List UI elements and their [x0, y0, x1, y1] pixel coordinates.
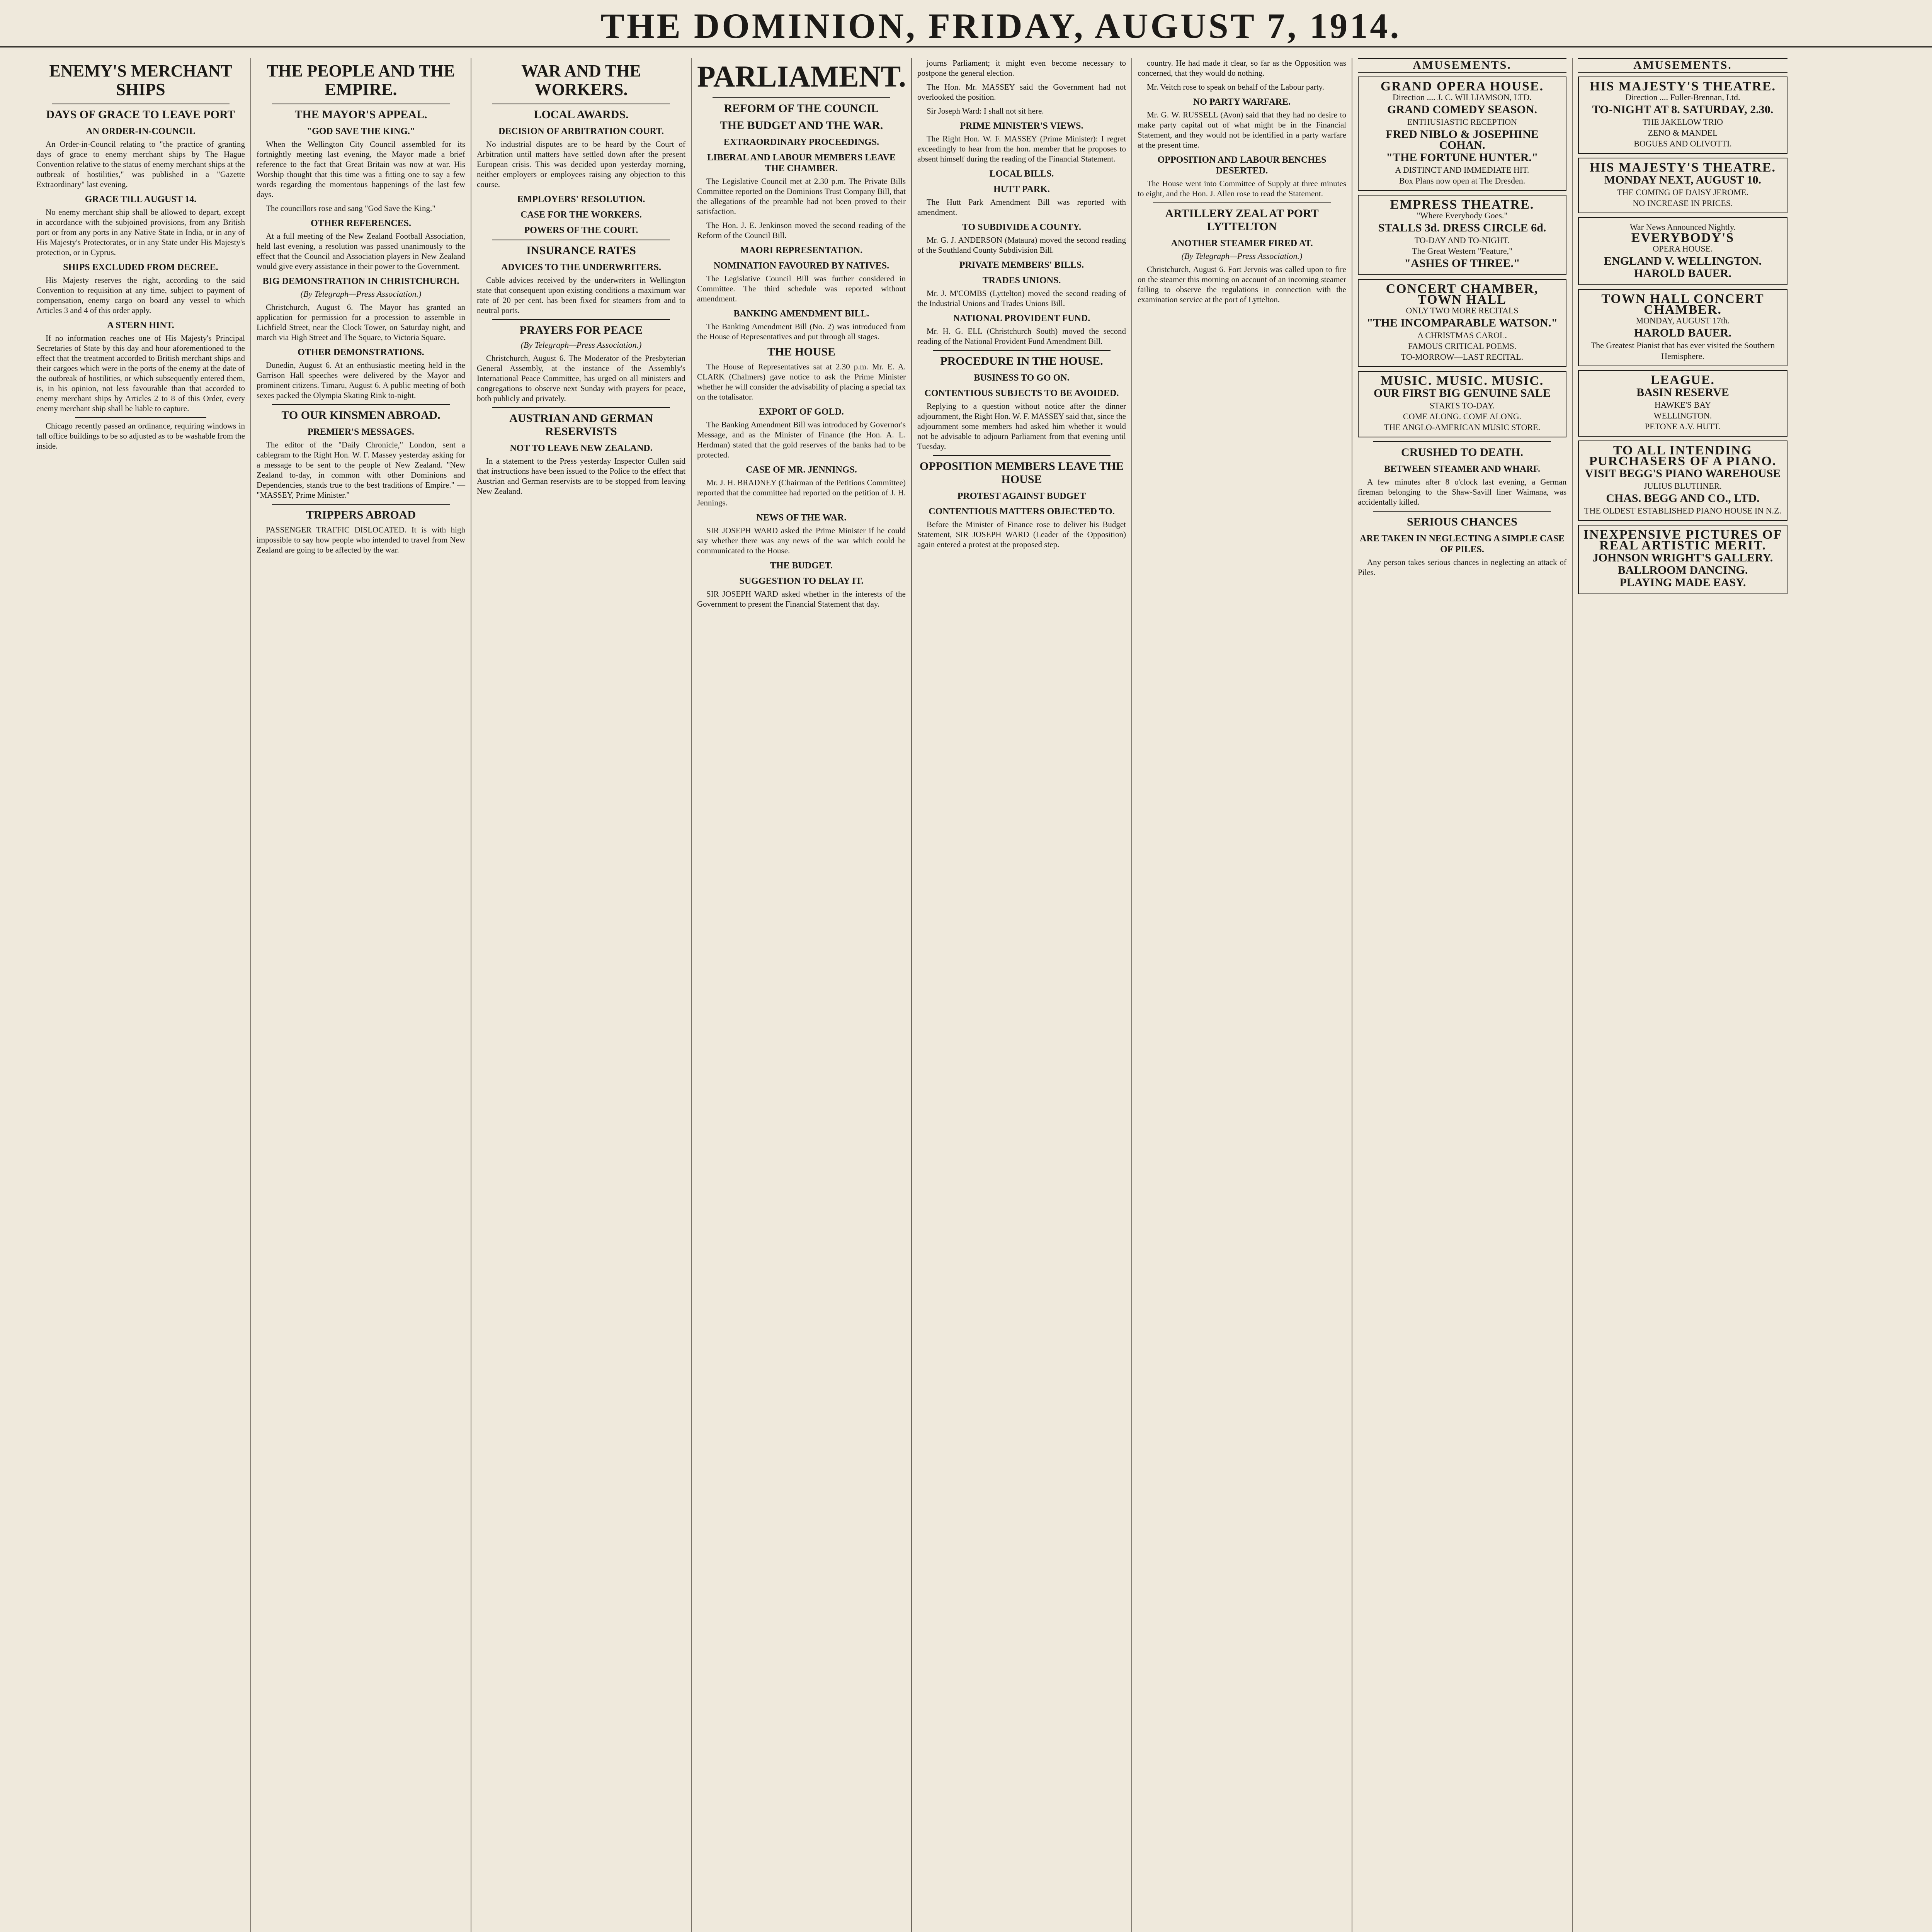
section-subhead: ARE TAKEN IN NEGLECTING A SIMPLE CASE OF PILES. — [1360, 534, 1565, 554]
paragraph: The editor of the "Daily Chronicle," London, sent a cablegram to the Right Hon. W. F. Massey yesterday asking for a message to be sent to the people of New Zealand. "New Zealand to-day, in common with other Dominions and Dependencies, stands true to the best traditions of Empire." — "MASSEY, Prime Minister." — [257, 440, 465, 500]
paragraph: No enemy merchant ship shall be allowed to depart, except in accordance with the subjoined provisions, from any British port or from any ports in any Native State in India, or in any of His Majesty's Protectorates, or in any State under His Majesty's protection, or in Cyprus. — [36, 207, 245, 257]
section-heading: NEWS OF THE WAR. — [756, 513, 847, 523]
section-subhead: A STERN HINT. — [107, 320, 174, 330]
ad-line: ENTHUSIASTIC RECEPTION — [1407, 117, 1517, 127]
byline: (By Telegraph—Press Association.) — [520, 340, 642, 350]
article-kicker: THE BUDGET AND THE WAR. — [719, 119, 883, 132]
section-subhead: ANOTHER STEAMER FIRED AT. — [1171, 238, 1313, 248]
paragraph: The House of Representatives sat at 2.30 p.m. Mr. E. A. CLARK (Chalmers) gave notice to ask the Prime Minister whether he will consider the advisability of placing a special tax on the totalisator. — [697, 362, 906, 401]
paragraph: If no information reaches one of His Majesty's Principal Secretaries of State by this day and hour aforementioned to the effect that the treatment accorded to British merchant ships and their cargoes which were in the ports of the enemy at the date of the outbreak of hostilities, or which subsequently entered them, is, in his opinion, not less favourable than that accorded to enemy merchant ships by Articles 2 to 8 of this Order, every enemy merchant ship shall be liable to capture. — [36, 333, 245, 413]
parliament-heading: PARLIAMENT. — [697, 60, 906, 93]
paragraph: A few minutes after 8 o'clock last evening, a German fireman belonging to the Shaw-Savill liner Waimana, was accidentally killed. — [1358, 477, 1566, 507]
ad-title: EMPRESS THEATRE. — [1390, 197, 1534, 212]
paragraph: SIR JOSEPH WARD asked whether in the interests of the Government to present the Financial Statement that day. — [697, 589, 906, 609]
ad-title: LEAGUE. — [1650, 373, 1715, 387]
ad-line: THE JAKELOW TRIO — [1642, 117, 1723, 127]
section-subhead: NOMINATION FAVOURED BY NATIVES. — [713, 261, 889, 271]
ad-line: FRED NIBLO & JOSEPHINE COHAN. — [1386, 128, 1539, 151]
section-heading: TO OUR KINSMEN ABROAD. — [281, 409, 440, 422]
section-heading: PRAYERS FOR PEACE — [519, 324, 643, 337]
section-subhead: SHIPS EXCLUDED FROM DECREE. — [63, 262, 218, 272]
ad-his-majestys-theatre — [1578, 77, 1787, 154]
section-subhead: HUTT PARK. — [993, 184, 1050, 194]
ad-line: HAROLD BAUER. — [1634, 327, 1731, 339]
ad-line: OUR FIRST BIG GENUINE SALE — [1374, 387, 1551, 400]
section-subhead: BUSINESS TO GO ON. — [974, 373, 1070, 383]
divider — [1373, 511, 1551, 512]
ad-line: STALLS 3d. DRESS CIRCLE 6d. — [1378, 221, 1546, 234]
paragraph: PASSENGER TRAFFIC DISLOCATED. It is with high impossible to say how people who intended to travel from New Zealand are going to be affected by the war. — [257, 525, 465, 554]
section-subhead: NOT TO LEAVE NEW ZEALAND. — [510, 443, 653, 453]
paragraph: The Hutt Park Amendment Bill was reported with amendment. — [917, 197, 1126, 217]
section-heading: OTHER REFERENCES. — [310, 218, 412, 228]
ad-town-hall — [1578, 289, 1787, 366]
section-heading: THE HOUSE — [767, 345, 835, 358]
column-7 — [1352, 58, 1573, 1932]
section-heading: MAORI REPRESENTATION. — [740, 245, 863, 255]
paragraph: Sir Joseph Ward: I shall not sit here. — [927, 106, 1044, 116]
article-kicker: DECISION OF ARBITRATION COURT. — [498, 126, 664, 136]
column-3 — [471, 58, 692, 1932]
ad-line: Direction .... J. C. WILLIAMSON, LTD. — [1393, 92, 1532, 102]
masthead-title: THE DOMINION, FRIDAY, AUGUST 7, 1914. — [600, 6, 1401, 46]
ad-title: GRAND OPERA HOUSE. — [1380, 79, 1544, 94]
column-1 — [31, 58, 251, 1932]
section-heading: CASE OF MR. JENNINGS. — [746, 465, 857, 475]
paragraph: Mr. J. M'COMBS (Lyttelton) moved the second reading of the Industrial Unions and Trades Unions Bill. — [917, 289, 1126, 308]
amusements-label: AMUSEMENTS. — [1578, 58, 1787, 73]
ad-grand-opera-house — [1358, 77, 1566, 191]
ad-line: BALLROOM DANCING. — [1617, 564, 1748, 577]
paragraph: Replying to a question without notice after the dinner adjournment, the Right Hon. W. F. MASSEY said that, since the adjournment some members had asked him whether it would not be advisable to adjourn Parliament from that evening until Tuesday. — [917, 401, 1126, 451]
ad-line: "THE FORTUNE HUNTER." — [1386, 151, 1538, 164]
paragraph: The councillors rose and sang "God Save the King." — [266, 204, 435, 213]
ad-line: JULIUS BLUTHNER. — [1644, 481, 1722, 491]
ad-line: MONDAY, AUGUST 17th. — [1636, 316, 1730, 325]
section-heading: TRIPPERS ABROAD — [306, 509, 416, 521]
ad-title: EVERYBODY'S — [1631, 231, 1735, 245]
ad-line: NO INCREASE IN PRICES. — [1633, 198, 1733, 208]
section-subhead: NO PARTY WARFARE. — [1193, 97, 1291, 107]
ad-line: GRAND COMEDY SEASON. — [1387, 103, 1537, 116]
ad-line: "THE INCOMPARABLE WATSON." — [1366, 316, 1558, 329]
ad-line: TO-DAY AND TO-NIGHT. — [1414, 235, 1510, 245]
ad-line: War News Announced Nightly. — [1629, 222, 1736, 232]
column-8 — [1573, 58, 1793, 1932]
paragraph: Mr. H. G. ELL (Christchurch South) moved the second reading of the National Provident Fund Amendment Bill. — [917, 327, 1126, 346]
section-subhead: EXTRAORDINARY PROCEEDINGS. — [723, 137, 879, 147]
section-subhead: POWERS OF THE COURT. — [524, 225, 638, 235]
paragraph: No industrial disputes are to be heard by the Court of Arbitration until matters have settled down after the present European crisis. This was decided upon yesterday morning, neither employers or employees raising any objection to this course. — [477, 139, 685, 189]
section-subhead: TRADES UNIONS. — [982, 276, 1061, 286]
ad-gallery — [1578, 525, 1787, 594]
paragraph: SIR JOSEPH WARD asked the Prime Minister if he could say whether there was any news of the war which could be communicated to the House. — [697, 526, 906, 555]
section-heading: OTHER DEMONSTRATIONS. — [298, 347, 424, 357]
ad-line: "Where Everybody Goes." — [1417, 211, 1508, 220]
divider — [272, 504, 450, 505]
section-heading: CRUSHED TO DEATH. — [1401, 446, 1523, 459]
ad-line: COME ALONG. COME ALONG. — [1403, 412, 1522, 421]
column-5 — [912, 58, 1132, 1932]
ad-line: A CHRISTMAS CAROL. — [1417, 330, 1507, 340]
divider — [492, 407, 670, 408]
paragraph: Mr. G. J. ANDERSON (Mataura) moved the second reading of the Southland County Subdivision Bill. — [917, 235, 1126, 255]
ad-league — [1578, 370, 1787, 437]
paragraph: Christchurch, August 6. The Moderator of the Presbyterian General Assembly, at the instance of the Assembly's International Peace Committee, has urged on all ministers and congregations to observe next Sunday with prayers for peace, both publicly and privately. — [477, 354, 685, 403]
divider — [1373, 441, 1551, 442]
section-subhead: PROTEST AGAINST BUDGET — [957, 491, 1086, 501]
section-subhead: LIBERAL AND LABOUR MEMBERS LEAVE THE CHAMBER. — [707, 153, 896, 173]
column-2 — [251, 58, 471, 1932]
paragraph: In a statement to the Press yesterday Inspector Cullen said that instructions have been issued to the Police to the effect that Austrian and German reservists are to be stopped from leaving New Zealand. — [477, 456, 685, 496]
section-subhead: GRACE TILL AUGUST 14. — [85, 194, 197, 204]
ad-line: MONDAY NEXT, AUGUST 10. — [1604, 173, 1761, 186]
section-subhead: PREMIER'S MESSAGES. — [307, 427, 415, 437]
section-heading: OPPOSITION MEMBERS LEAVE THE HOUSE — [919, 460, 1124, 486]
section-subhead: CASE FOR THE WORKERS. — [520, 210, 642, 220]
section-heading: TO SUBDIVIDE A COUNTY. — [962, 222, 1082, 232]
article-kicker: "GOD SAVE THE KING." — [306, 126, 415, 136]
ad-line: THE OLDEST ESTABLISHED PIANO HOUSE IN N.Z. — [1584, 506, 1781, 515]
divider — [933, 455, 1111, 456]
paragraph: The Legislative Council Bill was further considered in Committee. The third schedule was reported without amendment. — [697, 274, 906, 303]
paragraph: Mr. J. H. BRADNEY (Chairman of the Petitions Committee) reported that the committee had reported on the petition of J. H. Jennings. — [697, 478, 906, 507]
divider — [492, 319, 670, 320]
ad-line: The Great Western "Feature," — [1412, 246, 1513, 256]
masthead — [0, 0, 1932, 48]
ad-line: ZENO & MANDEL — [1648, 128, 1718, 138]
ad-title: TO ALL INTENDING PURCHASERS OF A PIANO. — [1589, 443, 1777, 468]
divider — [272, 404, 450, 405]
ad-line: TO-NIGHT AT 8. SATURDAY, 2.30. — [1592, 103, 1774, 116]
ad-line: THE COMING OF DAISY JEROME. — [1617, 187, 1748, 197]
paragraph: The Banking Amendment Bill was introduced by Governor's Message, and as the Minister of Finance (the Hon. A. L. Herdman) stated that the gold reserves of the banks had to be protected. — [697, 420, 906, 459]
ad-his-majestys-theatre-2 — [1578, 158, 1787, 213]
byline: (By Telegraph—Press Association.) — [300, 289, 422, 299]
section-subhead: OPPOSITION AND LABOUR BENCHES DESERTED. — [1157, 155, 1327, 176]
column-4 — [692, 58, 912, 1932]
paragraph: Dunedin, August 6. At an enthusiastic meeting held in the Garrison Hall speeches were delivered by the Mayor and prominent citizens. Timaru, August 6. A public meeting of both sexes packed the Olympia Skating Rink to-night. — [257, 361, 465, 400]
ad-concert-chamber — [1358, 279, 1566, 367]
ad-line: CHAS. BEGG AND CO., LTD. — [1606, 492, 1760, 505]
ad-piano — [1578, 440, 1787, 521]
section-heading: ARTILLERY ZEAL AT PORT LYTTELTON — [1165, 207, 1319, 233]
column-6 — [1132, 58, 1352, 1932]
ad-line: Direction .... Fuller-Brennan, Ltd. — [1625, 92, 1740, 102]
section-heading: BANKING AMENDMENT BILL. — [733, 309, 869, 319]
section-heading: AUSTRIAN AND GERMAN RESERVISTS — [509, 412, 653, 438]
paragraph: His Majesty reserves the right, according to the said Convention to requisition at any time, subject to payment of compensation, enemy cargo on board any vessel to which Articles 3 and 4 of this order apply. — [36, 276, 245, 315]
paragraph: At a full meeting of the New Zealand Football Association, held last evening, a resolution was passed unanimously to the effect that the Council and Association players in New Zealand would give every assistance in their power to the Government. — [257, 231, 465, 271]
paragraph: Before the Minister of Finance rose to deliver his Budget Statement, SIR JOSEPH WARD (Leader of the Opposition) again entered a protest at the proposed step. — [917, 520, 1126, 549]
section-heading: EXPORT OF GOLD. — [759, 407, 844, 417]
article-kicker: AN ORDER-IN-COUNCIL — [86, 126, 196, 136]
paragraph: The Right Hon. W. F. MASSEY (Prime Minister): I regret exceedingly to hear from the hon. member that he proposes to absent himself during the reading of the Financial Statement. — [917, 134, 1126, 163]
ad-line: A DISTINCT AND IMMEDIATE HIT. — [1395, 165, 1529, 175]
paragraph: Christchurch, August 6. Fort Jervois was called upon to fire on the steamer this morning on account of an incoming steamer failing to observe the regulations in connection with the examination service at the port of Lyttelton. — [1138, 265, 1346, 304]
paragraph: Any person takes serious chances in neglecting an attack of Piles. — [1358, 558, 1566, 577]
section-kicker: CONTENTIOUS SUBJECTS TO BE AVOIDED. — [924, 388, 1119, 398]
section-heading: LOCAL BILLS. — [989, 169, 1054, 179]
newspaper-columns — [31, 58, 1932, 1932]
ad-line: VISIT BEGG'S PIANO WAREHOUSE — [1585, 467, 1781, 480]
ad-line: PETONE A.V. HUTT. — [1645, 422, 1721, 431]
ad-line: THE ANGLO-AMERICAN MUSIC STORE. — [1384, 422, 1541, 432]
ad-line: Box Plans now open at The Dresden. — [1399, 176, 1526, 185]
divider — [933, 350, 1111, 351]
paragraph: When the Wellington City Council assembled for its fortnightly meeting last evening, the Mayor made a brief reference to the fact that Great Britain was now at war. His Worship thought that this time was a fitting one to say a few words regarding the momentous happenings of the last few days. — [257, 139, 465, 199]
section-heading: THE BUDGET. — [770, 561, 833, 571]
ad-line: OPERA HOUSE. — [1653, 244, 1713, 253]
ad-line: ENGLAND V. WELLINGTON. — [1604, 255, 1762, 267]
paragraph: The Hon. Mr. MASSEY said the Government had not overlooked the position. — [917, 82, 1126, 102]
article-subheading: REFORM OF THE COUNCIL — [724, 102, 879, 115]
ad-line: JOHNSON WRIGHT'S GALLERY. — [1592, 551, 1773, 564]
divider — [75, 417, 206, 418]
paragraph: The Legislative Council met at 2.30 p.m. The Private Bills Committee reported on the Dominions Trust Company Bill, that the allegations of the preamble had not been proved to their satisfaction. — [697, 177, 906, 216]
paragraph: Christchurch, August 6. The Mayor has granted an application for permission for a procession to assemble in Lichfield Street, near the Clock Tower, on Saturday night, and march via High Street and The Square, to Victoria Square. — [257, 303, 465, 342]
byline: (By Telegraph—Press Association.) — [1181, 251, 1303, 261]
section-subhead: BETWEEN STEAMER AND WHARF. — [1384, 464, 1541, 474]
ad-line: WELLINGTON. — [1653, 411, 1712, 420]
article-subheading: LOCAL AWARDS. — [534, 108, 629, 121]
section-heading: PROCEDURE IN THE HOUSE. — [940, 355, 1103, 367]
paragraph: journs Parliament; it might even become necessary to postpone the general election. — [917, 58, 1126, 78]
article-subheading: THE MAYOR'S APPEAL. — [294, 108, 427, 121]
ad-music-sale — [1358, 371, 1566, 437]
paragraph: Chicago recently passed an ordinance, requiring windows in tall office buildings to be so adjusted as to be washable from the inside. — [36, 421, 245, 451]
ad-empress-theatre — [1358, 195, 1566, 275]
ad-line: TO-MORROW—LAST RECITAL. — [1401, 352, 1524, 362]
ad-everybodys — [1578, 217, 1787, 285]
section-heading: INSURANCE RATES — [526, 244, 636, 257]
section-subhead: EMPLOYERS' RESOLUTION. — [517, 194, 645, 204]
paragraph: An Order-in-Council relating to "the practice of granting days of grace to enemy merchant ships by The Hague Convention relative to the status of enemy merchant ships at the outbreak of hostilities," was published in a "Gazette Extraordinary" last evening. — [36, 139, 245, 189]
ad-title: CONCERT CHAMBER, TOWN HALL — [1386, 282, 1539, 307]
article-heading: WAR AND THE WORKERS. — [521, 61, 641, 99]
article-subheading: DAYS OF GRACE TO LEAVE PORT — [46, 108, 235, 121]
ad-title: HIS MAJESTY'S THEATRE. — [1589, 160, 1776, 175]
paragraph: The House went into Committee of Supply at three minutes to eight, and the Hon. J. Allen rose to read the Statement. — [1138, 179, 1346, 198]
paragraph: Mr. Veitch rose to speak on behalf of the Labour party. — [1147, 82, 1324, 92]
paragraph: Mr. G. W. RUSSELL (Avon) said that they had no desire to make party capital out of what might be in the Financial Statement, and they would not be identified in a party warfare at the present time. — [1138, 110, 1346, 150]
ad-title: INEXPENSIVE PICTURES OF REAL ARTISTIC MERIT. — [1583, 527, 1782, 553]
section-heading: SERIOUS CHANCES — [1407, 515, 1517, 528]
section-subhead: ADVICES TO THE UNDERWRITERS. — [501, 262, 661, 272]
article-heading: THE PEOPLE AND THE EMPIRE. — [267, 61, 455, 99]
ad-title: MUSIC. MUSIC. MUSIC. — [1380, 374, 1544, 388]
ad-title: TOWN HALL CONCERT CHAMBER. — [1601, 292, 1764, 317]
section-subhead: PRIME MINISTER'S VIEWS. — [960, 121, 1083, 131]
ad-line: FAMOUS CRITICAL POEMS. — [1408, 341, 1517, 351]
ad-line: BOGUES AND OLIVOTTI. — [1634, 139, 1732, 148]
ad-line: The Greatest Pianist that has ever visited the Southern Hemisphere. — [1590, 340, 1775, 361]
ad-title: HIS MAJESTY'S THEATRE. — [1589, 79, 1776, 94]
ad-line: HAWKE'S BAY — [1654, 400, 1711, 410]
divider — [713, 97, 890, 98]
section-subhead: SUGGESTION TO DELAY IT. — [739, 576, 864, 586]
article-heading: ENEMY'S MERCHANT SHIPS — [49, 61, 232, 99]
section-kicker: CONTENTIOUS MATTERS OBJECTED TO. — [929, 507, 1115, 517]
amusements-label: AMUSEMENTS. — [1358, 58, 1566, 73]
ad-line: HAROLD BAUER. — [1634, 267, 1731, 280]
section-heading: BIG DEMONSTRATION IN CHRISTCHURCH. — [262, 276, 459, 286]
paragraph: Cable advices received by the underwriters in Wellington state that consequent upon existing conditions a maximum war rate of 20 per cent. has been fixed for steamers from and to neutral ports. — [477, 276, 685, 315]
divider — [1153, 202, 1331, 203]
section-subhead: NATIONAL PROVIDENT FUND. — [953, 313, 1090, 323]
ad-line: ONLY TWO MORE RECITALS — [1406, 306, 1519, 315]
ad-line: BASIN RESERVE — [1636, 386, 1729, 399]
section-heading: PRIVATE MEMBERS' BILLS. — [959, 260, 1084, 270]
paragraph: The Banking Amendment Bill (No. 2) was introduced from the House of Representatives and put through all stages. — [697, 322, 906, 341]
paragraph: The Hon. J. E. Jenkinson moved the second reading of the Reform of the Council Bill. — [697, 221, 906, 240]
ad-line: PLAYING MADE EASY. — [1619, 576, 1746, 589]
ad-line: STARTS TO-DAY. — [1429, 401, 1495, 410]
ad-line: "ASHES OF THREE." — [1404, 257, 1520, 270]
paragraph: country. He had made it clear, so far as the Opposition was concerned, that they would do nothing. — [1138, 58, 1346, 78]
